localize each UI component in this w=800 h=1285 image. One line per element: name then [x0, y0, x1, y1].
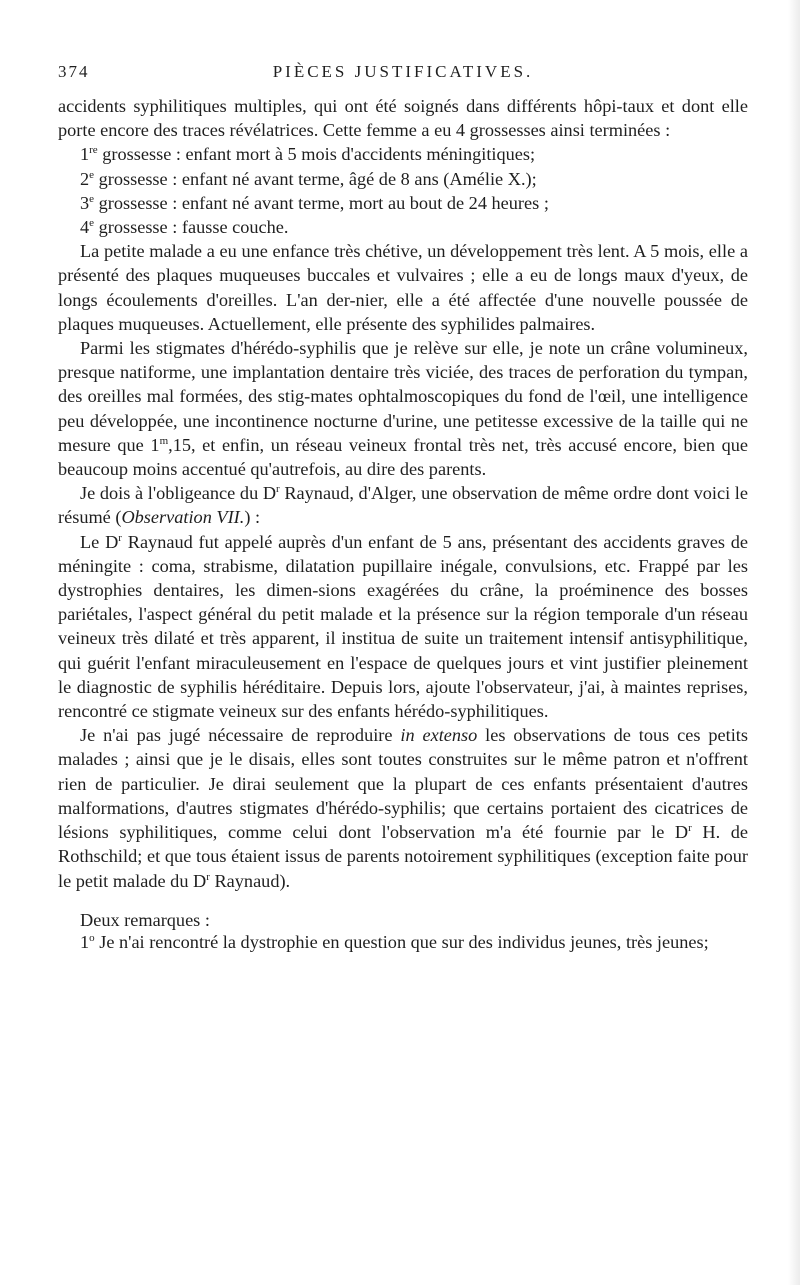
paragraph-7: Deux remarques : — [80, 909, 210, 930]
paragraph-4: Je dois à l'obligeance du $D^r$ Raynaud, d'Alger, une observation de même ordre dont voici le résumé (Observation VII.) : — [58, 483, 748, 528]
paragraph-8: 1$^o$ Je n'ai rencontré la dystrophie en question que sur des individus jeunes, très jeunes; — [80, 931, 709, 952]
section-spacer — [58, 893, 748, 909]
pregnancy-item-2: 2e grossesse : enfant né avant terme, âgé de 8 ans (Amélie X.); — [80, 168, 537, 189]
paragraph-3: Parmi les stigmates d'hérédo-syphilis que je relève sur elle, je note un crâne volumineux, presque natiforme, une implantation dentaire très viciée, des traces de perforation du tympan, des oreilles mal formées, des stig-mates ophtalmoscopiques du fond de l'œil, une intelligence peu développée, une incontinence nocturne d'urine, une petitesse excessive de la taille qui ne mesure que 1$^m$,15, et enfin, un réseau veineux frontal très net, très accusé encore, bien que beaucoup moins accentué qu'autrefois, au dire des parents. — [58, 338, 748, 480]
pregnancy-item-3: 3e grossesse : enfant né avant terme, mort au bout de 24 heures ; — [80, 192, 549, 213]
running-header — [58, 62, 748, 90]
page-number: 374 — [58, 62, 90, 81]
page-edge-shadow — [788, 0, 800, 1285]
paragraph-2: La petite malade a eu une enfance très chétive, un développement très lent. A 5 mois, elle a présenté des plaques muqueuses buccales et vulvaires ; elle a eu de longs maux d'yeux, de longs écoulements d'oreilles. L'an der-nier, elle a été affectée d'une nouvelle poussée de plaques muqueuses. Actuellement, elle présente des syphilides palmaires. — [58, 241, 748, 334]
running-title: PIÈCES JUSTIFICATIVES. — [272, 62, 534, 81]
paragraph-6: Je n'ai pas jugé nécessaire de reproduire in extenso les observations de tous ces petits malades ; ainsi que je le disais, elles sont toutes construites sur le même patron et n'offrent rien de particulier. Je dirai seulement que la plupart de ces enfants présentaient d'autres malformations, d'autres stigmates d'hérédo-syphilis; que certains portaient des cicatrices de lésions syphilitiques, comme celui dont l'observation m'a été fournie par le $D^r$ H. de Rothschild; et que tous étaient issus de parents notoirement syphilitiques (exception faite pour le petit malade du $D^r$ Raynaud). — [58, 725, 748, 891]
pregnancy-item-4: 4e grossesse : fausse couche. — [80, 216, 289, 238]
paragraph-5-observation: Le $D^r$ Raynaud fut appelé auprès d'un enfant de 5 ans, présentant des accidents graves de méningite : coma, strabisme, dilatation pupillaire inégale, convulsions, etc. Frappé par les dystrophies dentaires, les dimen-sions exagérées du crâne, la proéminence des bosses pariétales, l'aspect général du petit malade et la présence sur la région temporale d'un réseau veineux très dilaté et très apparent, il institua de suite un traitement intensif antisyphilitique, qui guérit l'enfant miraculeusement en l'espace de quelques jours et vint justifier pleinement le diagnostic de syphilis héréditaire. Depuis lors, ajoute l'observateur, j'ai, à maintes reprises, rencontré ce stigmate veineux sur des enfants hérédo-syphilitiques. — [58, 531, 748, 722]
paragraph-1: accidents syphilitiques multiples, qui ont été soignés dans différents hôpi-taux et dont elle porte encore des traces révélatrices. Cette femme a eu 4 grossesses ainsi terminées : — [58, 96, 748, 141]
pregnancy-item-1: 1re grossesse : enfant mort à 5 mois d'accidents méningitiques; — [80, 144, 536, 165]
page-body — [58, 94, 748, 953]
